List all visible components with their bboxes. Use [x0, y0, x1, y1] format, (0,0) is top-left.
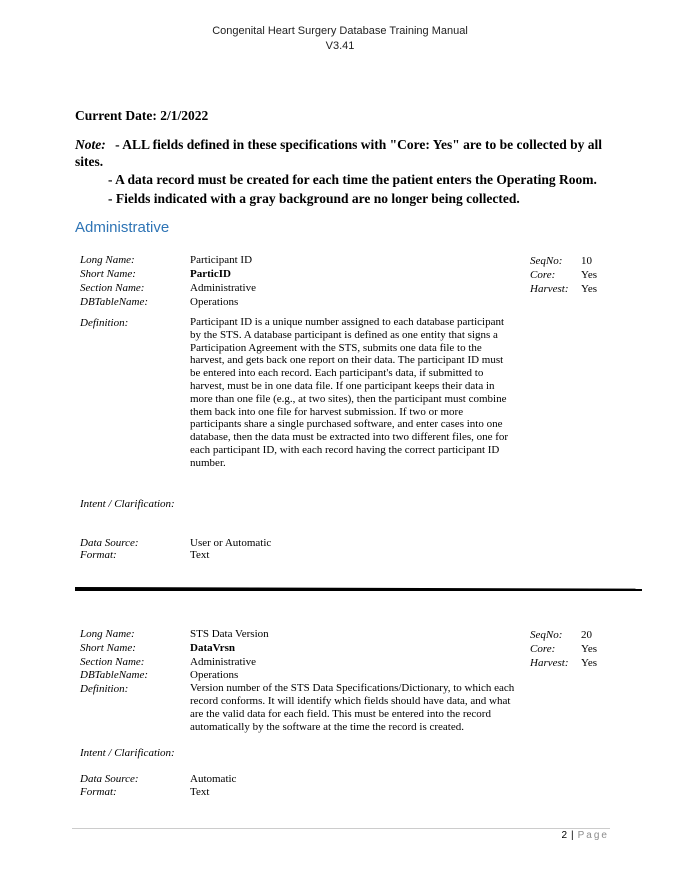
note-line-3: - Fields indicated with a gray background are no longer being collected. — [108, 191, 520, 206]
seqno-label: SeqNo: — [530, 629, 563, 641]
section-name-value: Administrative — [190, 656, 256, 668]
format-value: Text — [190, 549, 210, 561]
footer-divider — [72, 828, 610, 829]
section-name-value: Administrative — [190, 282, 256, 294]
page-footer — [500, 830, 609, 841]
section-heading: Administrative — [75, 219, 170, 236]
data-source-label: Data Source: — [80, 537, 139, 549]
section-name-label: Section Name: — [80, 656, 145, 668]
long-name-value: STS Data Version — [190, 628, 269, 640]
note-paragraph — [75, 136, 615, 170]
footer-separator: | — [571, 830, 574, 841]
current-date: Current Date: 2/1/2022 — [75, 108, 209, 123]
format-label: Format: — [80, 549, 117, 561]
data-source-label: Data Source: — [80, 773, 139, 785]
seqno-value: 20 — [581, 629, 592, 641]
short-name-value: DataVrsn — [190, 642, 236, 654]
short-name-value: ParticID — [190, 268, 231, 280]
db-table-name-label: DBTableName: — [80, 669, 149, 681]
definition-label: Definition: — [80, 317, 129, 329]
short-name-label: Short Name: — [80, 268, 136, 280]
format-value: Text — [190, 786, 210, 798]
field-spec-particid — [80, 253, 620, 563]
harvest-value: Yes — [581, 657, 598, 669]
data-source-value: Automatic — [190, 773, 237, 785]
harvest-label: Harvest: — [530, 657, 569, 669]
intent-label: Intent / Clarification: — [80, 747, 175, 759]
seqno-value: 10 — [581, 255, 592, 267]
long-name-value: Participant ID — [190, 254, 253, 266]
core-label: Core: — [530, 643, 556, 655]
format-label: Format: — [80, 786, 117, 798]
core-value: Yes — [581, 269, 598, 281]
field-spec-datavrsn — [80, 627, 620, 802]
manual-version: V3.41 — [325, 40, 355, 52]
core-label: Core: — [530, 269, 556, 281]
seqno-label: SeqNo: — [530, 255, 563, 267]
page-word: Page — [577, 830, 609, 841]
db-table-name-value: Operations — [190, 296, 239, 308]
note-line-2: - A data record must be created for each time the patient enters the Operating Room. — [108, 172, 597, 187]
note-line-1: - ALL fields defined in these specifications with "Core: Yes" are to be collected by all sites. — [75, 137, 602, 169]
definition-text: Participant ID is a unique number assigned to each database participant by the STS. A database participant is defined as one entity that signs a Participation Agreement with the STS, submits one data file to the harvest, and gets back one report on their data. The participant ID must be entered into each record. Each participant's data, if submitted to harvest, must be in one data file. If one participant keeps their data in more than one file (e.g., at two sites), then the participant must combine them back into one file for harvest submission. If two or more participants share a single purchased software, and enter cases into one database, then the data must be extracted into two different files, one for each participant ID, with each record having the correct participant ID number. — [190, 316, 509, 469]
db-table-name-value: Operations — [190, 669, 239, 681]
intent-label: Intent / Clarification: — [80, 498, 175, 510]
core-value: Yes — [581, 643, 598, 655]
short-name-label: Short Name: — [80, 642, 136, 654]
definition-label: Definition: — [80, 683, 129, 695]
note-label: Note: — [75, 137, 106, 152]
harvest-label: Harvest: — [530, 283, 569, 295]
long-name-label: Long Name: — [80, 254, 135, 266]
section-divider — [75, 587, 642, 591]
data-source-value: User or Automatic — [190, 537, 272, 549]
db-table-name-label: DBTableName: — [80, 296, 149, 308]
definition-text: Version number of the STS Data Specifications/Dictionary, to which each record conforms. It will identify which fields should have data, and what are the valid data for each field. This must be entered into the record automatically by the software at the time the record is created. — [190, 682, 515, 733]
manual-title: Congenital Heart Surgery Database Training Manual — [212, 25, 468, 37]
harvest-value: Yes — [581, 283, 598, 295]
page-number: 2 — [561, 830, 568, 841]
long-name-label: Long Name: — [80, 628, 135, 640]
page-header — [0, 24, 680, 54]
section-name-label: Section Name: — [80, 282, 145, 294]
